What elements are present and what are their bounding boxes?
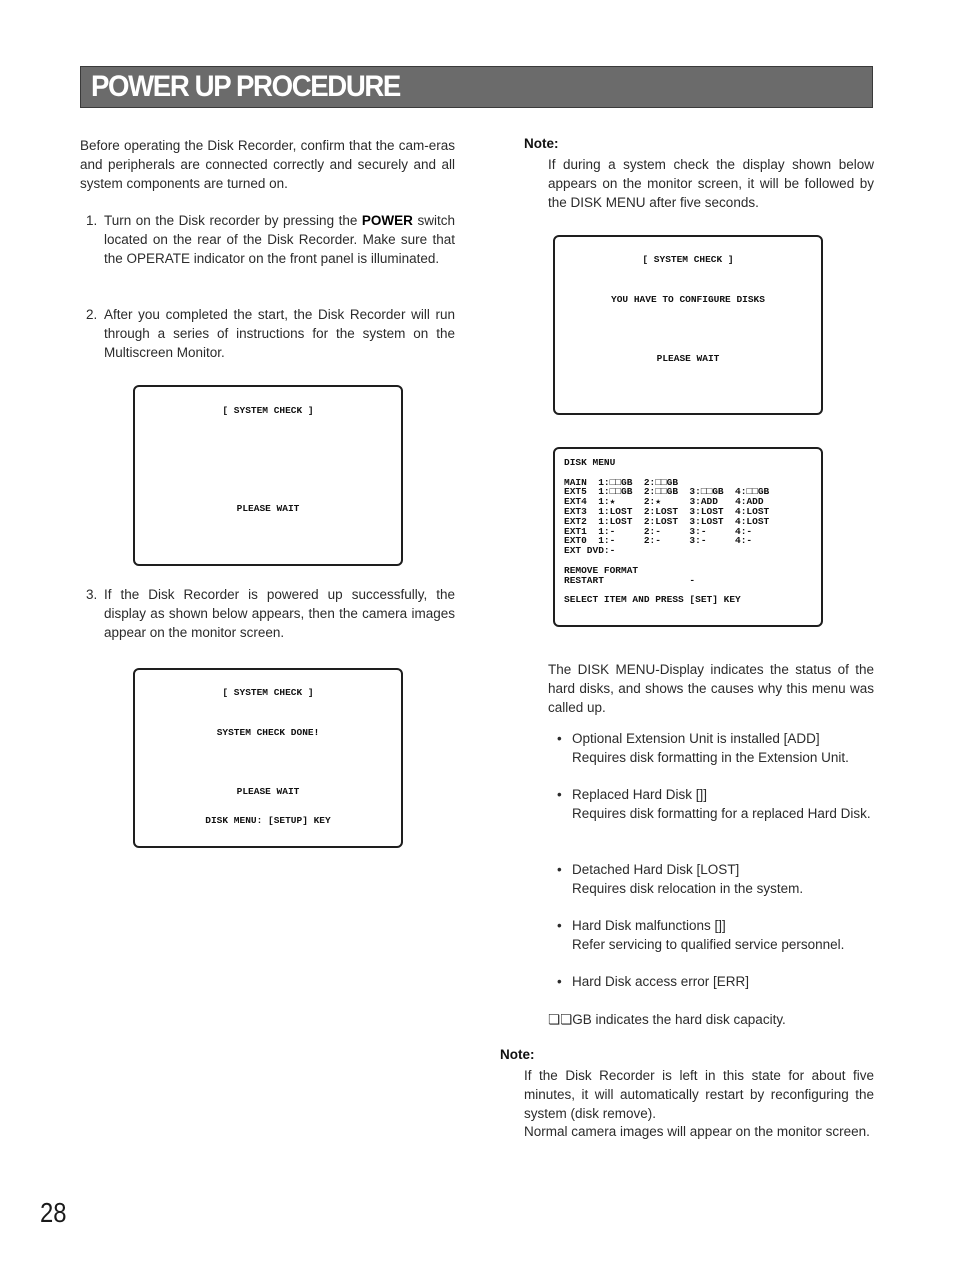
disk-menu-line: RESTART - bbox=[564, 574, 696, 586]
disk-menu-line: EXT0 1:- 2:- 3:- 4:- bbox=[564, 535, 753, 547]
bullet-item bbox=[557, 860, 874, 898]
step-2-text: After you completed the start, the Disk Recorder will run through a series of instructions for the system on the Multiscreen Monitor. bbox=[104, 307, 455, 360]
disk-menu-line: DISK MENU bbox=[564, 457, 616, 468]
disk-menu-listing bbox=[564, 458, 769, 605]
disk-menu-line: EXT1 1:- 2:- 3:- 4:- bbox=[564, 525, 753, 537]
power-keyword: POWER bbox=[361, 213, 413, 228]
bullet-item bbox=[557, 916, 874, 954]
note-text: If the Disk Recorder is left in this state for about five minutes, it will automatically restart by reconfiguring the system (disk remove). bbox=[524, 1068, 874, 1121]
bullet-title: Hard Disk access error [ERR] bbox=[572, 974, 750, 989]
screen-line: YOU HAVE TO CONFIGURE DISKS bbox=[611, 294, 765, 305]
bullet-dot-icon: • bbox=[557, 862, 562, 877]
step-3-text: If the Disk Recorder is powered up successfully, the display as shown below appears, then the camera images appear on the monitor screen. bbox=[104, 587, 455, 640]
disk-menu-line: EXT4 1:★ 2:★ 3:ADD 4:ADD bbox=[564, 496, 764, 508]
screen-line: PLEASE WAIT bbox=[236, 503, 300, 514]
bullet-dot-icon: • bbox=[557, 974, 562, 989]
page-number: 28 bbox=[40, 1197, 67, 1228]
screen-line: PLEASE WAIT bbox=[656, 353, 720, 364]
note-label: Note: bbox=[524, 136, 559, 151]
note-label: Note: bbox=[500, 1047, 535, 1062]
bullet-item bbox=[557, 785, 874, 823]
step-number-3: 3. bbox=[86, 587, 98, 602]
intro-paragraph: Before operating the Disk Recorder, confirm that the cam-eras and peripherals are connected correctly and securely and all system components are turned on. bbox=[80, 138, 455, 191]
bullet-title: Hard Disk malfunctions []] bbox=[572, 918, 726, 933]
step-1-text-before: Turn on the Disk recorder by pressing the bbox=[104, 213, 362, 228]
screen-line: SYSTEM CHECK DONE! bbox=[216, 727, 320, 738]
disk-menu-description: The DISK MENU-Display indicates the status of the hard disks, and shows the causes why this menu was called up. bbox=[548, 662, 874, 715]
step-1-text bbox=[104, 211, 455, 268]
step-number-2: 2. bbox=[86, 307, 98, 322]
screen-line: [ SYSTEM CHECK ] bbox=[642, 254, 734, 265]
screen-line: [ SYSTEM CHECK ] bbox=[222, 687, 314, 698]
monitor-screen-check-done bbox=[133, 668, 403, 848]
step-number-1: 1. bbox=[86, 213, 98, 228]
disk-menu-line: EXT2 1:LOST 2:LOST 3:LOST 4:LOST bbox=[564, 515, 770, 527]
note-text: Normal camera images will appear on the monitor screen. bbox=[524, 1124, 870, 1139]
bullet-dot-icon: • bbox=[557, 787, 562, 802]
section-title-bar bbox=[80, 66, 873, 108]
bullet-desc: Requires disk formatting in the Extension Unit. bbox=[572, 750, 849, 765]
disk-menu-line: EXT DVD:- bbox=[564, 545, 616, 557]
disk-menu-line: EXT5 1:□□GB 2:□□GB 3:□□GB 4:□□GB bbox=[564, 486, 770, 498]
disk-menu-line: MAIN 1:□□GB 2:□□GB bbox=[564, 476, 679, 488]
bullet-item bbox=[557, 729, 874, 767]
bullet-item bbox=[557, 972, 874, 991]
page-title: POWER UP PROCEDURE bbox=[91, 70, 400, 103]
disk-menu-line: REMOVE FORMAT bbox=[564, 564, 639, 576]
bullet-desc: Requires disk relocation in the system. bbox=[572, 881, 804, 896]
bullet-title: Replaced Hard Disk []] bbox=[572, 787, 708, 802]
monitor-screen-disk-menu bbox=[553, 447, 823, 627]
bullet-title: Optional Extension Unit is installed [ADD] bbox=[572, 731, 820, 746]
bullet-dot-icon: • bbox=[557, 731, 562, 746]
screen-line: DISK MENU: [SETUP] KEY bbox=[205, 815, 331, 826]
disk-menu-line: SELECT ITEM AND PRESS [SET] KEY bbox=[564, 594, 741, 606]
bullet-title: Detached Hard Disk [LOST] bbox=[572, 862, 740, 877]
bullet-dot-icon: • bbox=[557, 918, 562, 933]
screen-line: [ SYSTEM CHECK ] bbox=[222, 405, 314, 416]
screen-line: PLEASE WAIT bbox=[236, 786, 300, 797]
bullet-desc: Requires disk formatting for a replaced Hard Disk. bbox=[572, 806, 871, 821]
note-text: If during a system check the display shown below appears on the monitor screen, it will be followed by the DISK MENU after five seconds. bbox=[548, 157, 874, 210]
monitor-screen-system-check bbox=[133, 385, 403, 566]
monitor-screen-configure-disks bbox=[553, 235, 823, 415]
bullet-desc: Refer servicing to qualified service personnel. bbox=[572, 937, 845, 952]
disk-menu-line: EXT3 1:LOST 2:LOST 3:LOST 4:LOST bbox=[564, 505, 770, 517]
capacity-note: ❏❏GB indicates the hard disk capacity. bbox=[548, 1012, 786, 1027]
step-1-text-after: switch located on the rear of the Disk Recorder. Make sure that the OPERATE indicator on the front panel is illuminated. bbox=[104, 213, 455, 266]
